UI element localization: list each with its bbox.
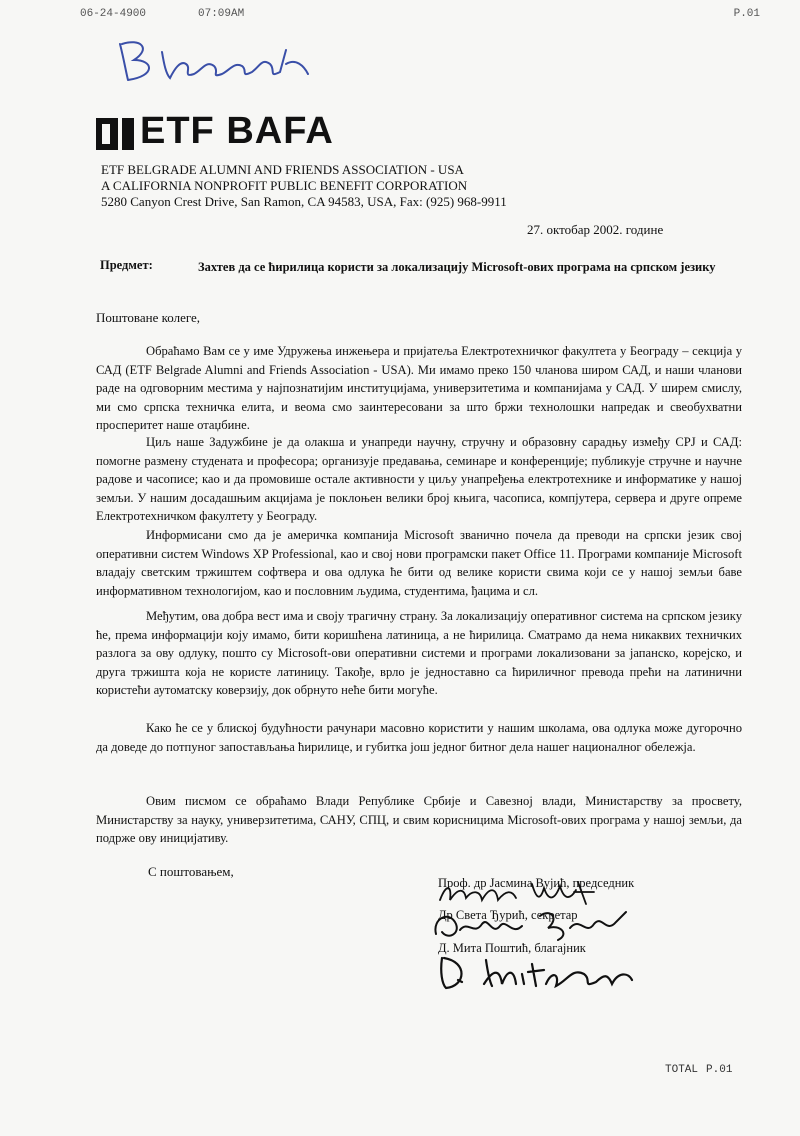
body-paragraph: Информисани смо да је америчка компанија Microsoft званично почела да преводи на српски језик свој оперативни систем Windows XP Professional, као и свој нови програмски пакет Office 11. Програми компаније Microsoft владају светским тржиштем софтвера и ова одлука ће бити од велике користи свима који се у нашој земљи баве информативном технологијом, као и пословним људима, студентима, ђацима и сл. (96, 528, 742, 598)
signature-president (436, 878, 636, 908)
subject-label: Предмет: (100, 258, 153, 272)
body-paragraph: Циљ наше Задужбине је да олакша и унапреди научну, стручну и образовну сарадњу између СРЈ и САД: помогне размену студената и професора; организује предавања, семинаре и конференције; публикује стручне и научне радове и часописе; као и да промовише остале активности у циљу унапређења електротехнике и информатике у нашој земљи. У нашим досадашњим акцијама је поклоњен велики број књига, часописа, компјутера, сервера и друге опреме Електротехничком факултету у Београду. (96, 435, 742, 524)
body-paragraph: Обраћамо Вам се у име Удружења инжењера и пријатеља Електротехничког факултета у Београду – секција у САД (ETF Belgrade Alumni and Friends Association - USA). Ми имамо преко 150 чланова широм САД, и наши чланови раде на одговорним местима у најпознатијим институцијама, универзитетима и компанијама у САД. У ширем смислу, ми смо српска техничка елита, и веома смо заинтересовани за што бржи технолошки напредак и свеобухватни просперитет наше отаџбине. (96, 344, 742, 433)
association-name: ETF BELGRADE ALUMNI AND FRIENDS ASSOCIATION - USA (101, 162, 464, 177)
signature-treasurer (436, 950, 646, 992)
body-paragraph: Међутим, ова добра вест има и своју трагичну страну. За локализацију оперативног система на српском језику ће, према информацији коју имамо, бити коришћена латиница, а не ћирилица. Сматрамо да нема никаквих техничких разлога за ову одлуку, пошто су Microsoft-ови оперативни системи и програми локализовани за јапанско, корејско, и друга тржишта која не користе латиницу. Такође, врло је једноставно са ћириличног превода прећи на латинични користећи аутоматску коверзију, док обрнуто неће бити могуће. (96, 609, 742, 698)
fax-total-pages: P.01 (706, 1064, 733, 1076)
fax-footer (665, 1064, 732, 1076)
fax-date: 06-24-4900 (80, 8, 147, 20)
body-paragraph: Овим писмом се обраћамо Влади Републике Србије и Савезној влади, Министарству за просвету, Министарству за науку, универзитетима, САНУ, СПЦ, и свим корисницима Microsoft-ових програма у нашој земљи, да подрже ову иницијативу. (96, 794, 742, 846)
association-address: 5280 Canyon Crest Drive, San Ramon, CA 94583, USA, Fax: (925) 968-9911 (101, 194, 507, 209)
signature-secretary (430, 906, 640, 944)
fax-time: 07:09AM (198, 8, 245, 20)
signer-president: Проф. др Јасмина Вујић, председник (438, 876, 635, 890)
closing-line: С поштовањем, (148, 864, 234, 879)
letter-date: 27. октобар 2002. године (527, 222, 664, 237)
signer-secretary: Др Света Ђурић, секретар (438, 908, 578, 922)
body-paragraph: Како ће се у блиској будућности рачунари масовно користити у нашим школама, ова одлука може дугорочно да доведе до потпуног запостављања ћирилице, и губитка још једног битног дела нашег националног обележја. (96, 721, 742, 754)
salutation: Поштоване колеге, (96, 310, 201, 325)
logo-mark-icon (96, 118, 134, 150)
logo-text: ETF BAFA (140, 110, 334, 152)
signer-treasurer: Д. Мита Поштић, благајник (438, 941, 586, 955)
corporation-type: A CALIFORNIA NONPROFIT PUBLIC BENEFIT CORPORATION (101, 178, 468, 193)
handwritten-note (110, 30, 340, 85)
fax-page-number: P.01 (733, 8, 760, 20)
subject-text: Захтев да се ћирилица користи за локализацију Microsoft-ових програма на српском језику (198, 260, 716, 274)
fax-header (80, 8, 760, 24)
fax-total-label: TOTAL (665, 1064, 699, 1076)
